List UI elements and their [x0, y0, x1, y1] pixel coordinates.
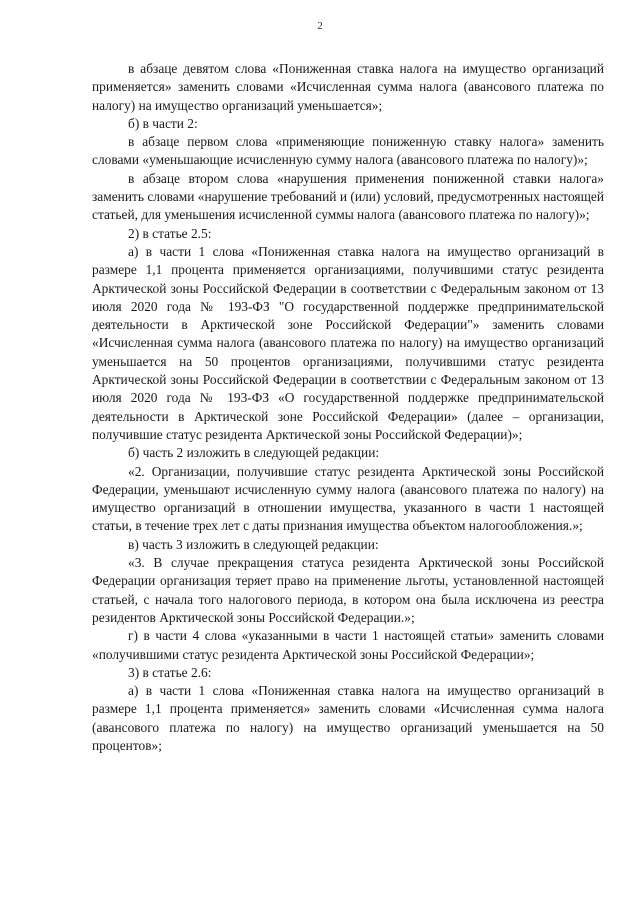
paragraph: б) часть 2 изложить в следующей редакции: [128, 445, 380, 461]
paragraph: в абзаце втором слова «нарушения применения пониженной ставки налога» заменить словами «нарушение требований и (или) условий, предусмотренных настоящей статьей, для уменьшения исчисленной суммы налога (авансового платежа по налогу)»; [92, 170, 604, 223]
paragraph: а) в части 1 слова «Пониженная ставка налога на имущество организаций в размере 1,1 процента применяется» заменить словами «Исчисленная сумма налога (авансового платежа по налогу) на имущество организаций уменьшается на 50 процентов»; [92, 683, 604, 753]
paragraph: б) в части 2: [128, 115, 198, 131]
document-body [92, 60, 604, 755]
paragraph: 2) в статье 2.5: [128, 225, 212, 241]
paragraph: «2. Организации, получившие статус резидента Арктической зоны Российской Федерации, уменьшают исчисленную сумму налога (авансового платежа по налогу) на имущество организаций в отношении имущества, указанного в части 1 настоящей статьи, в течение трех лет с даты признания имущества объектом налогообложения.»; [92, 463, 604, 534]
paragraph: в абзаце первом слова «применяющие пониженную ставку налога» заменить словами «уменьшающие исчисленную сумму налога (авансового платежа по налогу)»; [92, 134, 604, 168]
paragraph: 3) в статье 2.6: [128, 664, 212, 680]
paragraph: а) в части 1 слова «Пониженная ставка налога на имущество организаций в размере 1,1 процента применяется организациями, получившими статус резидента Арктической зоны Российской Федерации в соответствии с Федеральным законом от 13 июля 2020 года № 193-ФЗ "О государственной поддержке предпринимательской деятельности в Арктической зоне Российской Федерации"» заменить словами «Исчисленная сумма налога (авансового платежа по налогу) на имущество организаций уменьшается на 50 процентов организациями, получившими статус резидента Арктической зоны Российской Федерации в соответствии с Федеральным законом от 13 июля 2020 года № 193-ФЗ «О государственной поддержке предпринимательской деятельности в Арктической зоне Российской Федерации» (далее – организации, получившие статус резидента Арктической зоны Российской Федерации)»; [92, 243, 604, 442]
paragraph: в) часть 3 изложить в следующей редакции: [128, 536, 379, 552]
page-number: 2 [317, 20, 323, 32]
paragraph: г) в части 4 слова «указанными в части 1 настоящей статьи» заменить словами «получившими статус резидента Арктической зоны Российской Федерации»; [92, 628, 604, 662]
paragraph: в абзаце девятом слова «Пониженная ставка налога на имущество организаций применяется» заменить словами «Исчисленная сумма налога (авансового платежа по налогу) на имущество организаций уменьшается»; [92, 61, 604, 113]
paragraph: «3. В случае прекращения статуса резидента Арктической зоны Российской Федерации организация теряет право на применение льготы, установленной настоящей статьей, с начала того налогового периода, в котором она была исключена из реестра резидентов Арктической зоны Российской Федерации.»; [92, 555, 604, 625]
